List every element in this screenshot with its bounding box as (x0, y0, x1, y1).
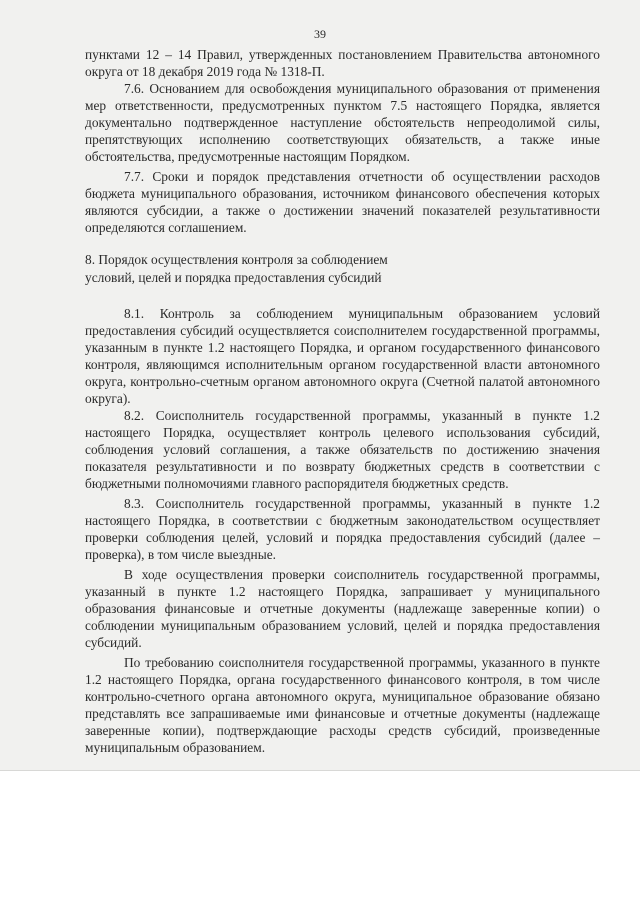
paragraph-8-2: 8.2. Соисполнитель государственной программы, указанный в пункте 1.2 настоящего Порядка, осуществляет контроль целевого использования субсидий, соблюдения условий соглашения, а также обязательств по достижению значения показателя результативности и по возврату бюджетных средств в соответствии с бюджетными полномочиями главного распорядителя бюджетных средств. (85, 408, 600, 491)
section-8-heading-line2: условий, целей и порядка предоставления субсидий (85, 270, 382, 285)
paragraph-8-1: 8.1. Контроль за соблюдением муниципальным образованием условий предоставления субсидий осуществляется соисполнителем государственной программы, указанным в пункте 1.2 настоящего Порядка, и органом государственного финансового контроля, являющимся исполнительным органом государственной власти автономного округа, контрольно-счетным органом автономного округа (Счетной палатой автономного округа). (85, 306, 600, 406)
scan-edge-divider (0, 770, 640, 771)
document-body (85, 46, 600, 756)
section-8-heading-line1: 8. Порядок осуществления контроля за соблюдением (85, 252, 388, 267)
paragraph-7-6: 7.6. Основанием для освобождения муниципального образования от применения мер ответственности, предусмотренных пунктом 7.5 настоящего Порядка, является документально подтвержденное наступление обстоятельств непреодолимой силы, препятствующих исполнению соответствующих обязательств, а также иные обстоятельства, предусмотренные настоящим Порядком. (85, 81, 600, 164)
paragraph-continuation: пунктами 12 – 14 Правил, утвержденных постановлением Правительства автономного округа от 18 декабря 2019 года № 1318-П. (85, 47, 600, 79)
paragraph-7-7: 7.7. Сроки и порядок представления отчетности об осуществлении расходов бюджета муниципального образования, источником финансового обеспечения которых являются субсидии, а также о достижении значений показателей результативности определяются соглашением. (85, 169, 600, 235)
paragraph-8-3-request: По требованию соисполнителя государственной программы, указанного в пункте 1.2 настоящего Порядка, органа государственного финансового контроля, в том числе контрольно-счетного органа автономного округа, муниципальное образование обязано представлять все запрашиваемые ими финансовые и отчетные документы (надлежаще заверенные копии), подтверждающие расходы средств субсидий, произведенные муниципальным образованием. (85, 655, 600, 755)
section-8-heading (85, 251, 600, 287)
paragraph-8-3: 8.3. Соисполнитель государственной программы, указанный в пункте 1.2 настоящего Порядка, в соответствии с бюджетным законодательством осуществляет проверки соблюдения целей, условий и порядка предоставления субсидий (далее – проверка), в том числе выездные. (85, 496, 600, 562)
page-number: 39 (314, 27, 326, 41)
paragraph-8-3-inspection: В ходе осуществления проверки соисполнитель государственной программы, указанный в пункте 1.2 настоящего Порядка, запрашивает у муниципального образования финансовые и отчетные документы (надлежаще заверенные копии) о соблюдении муниципальным образованием условий, целей и порядка предоставления субсидий. (85, 567, 600, 650)
